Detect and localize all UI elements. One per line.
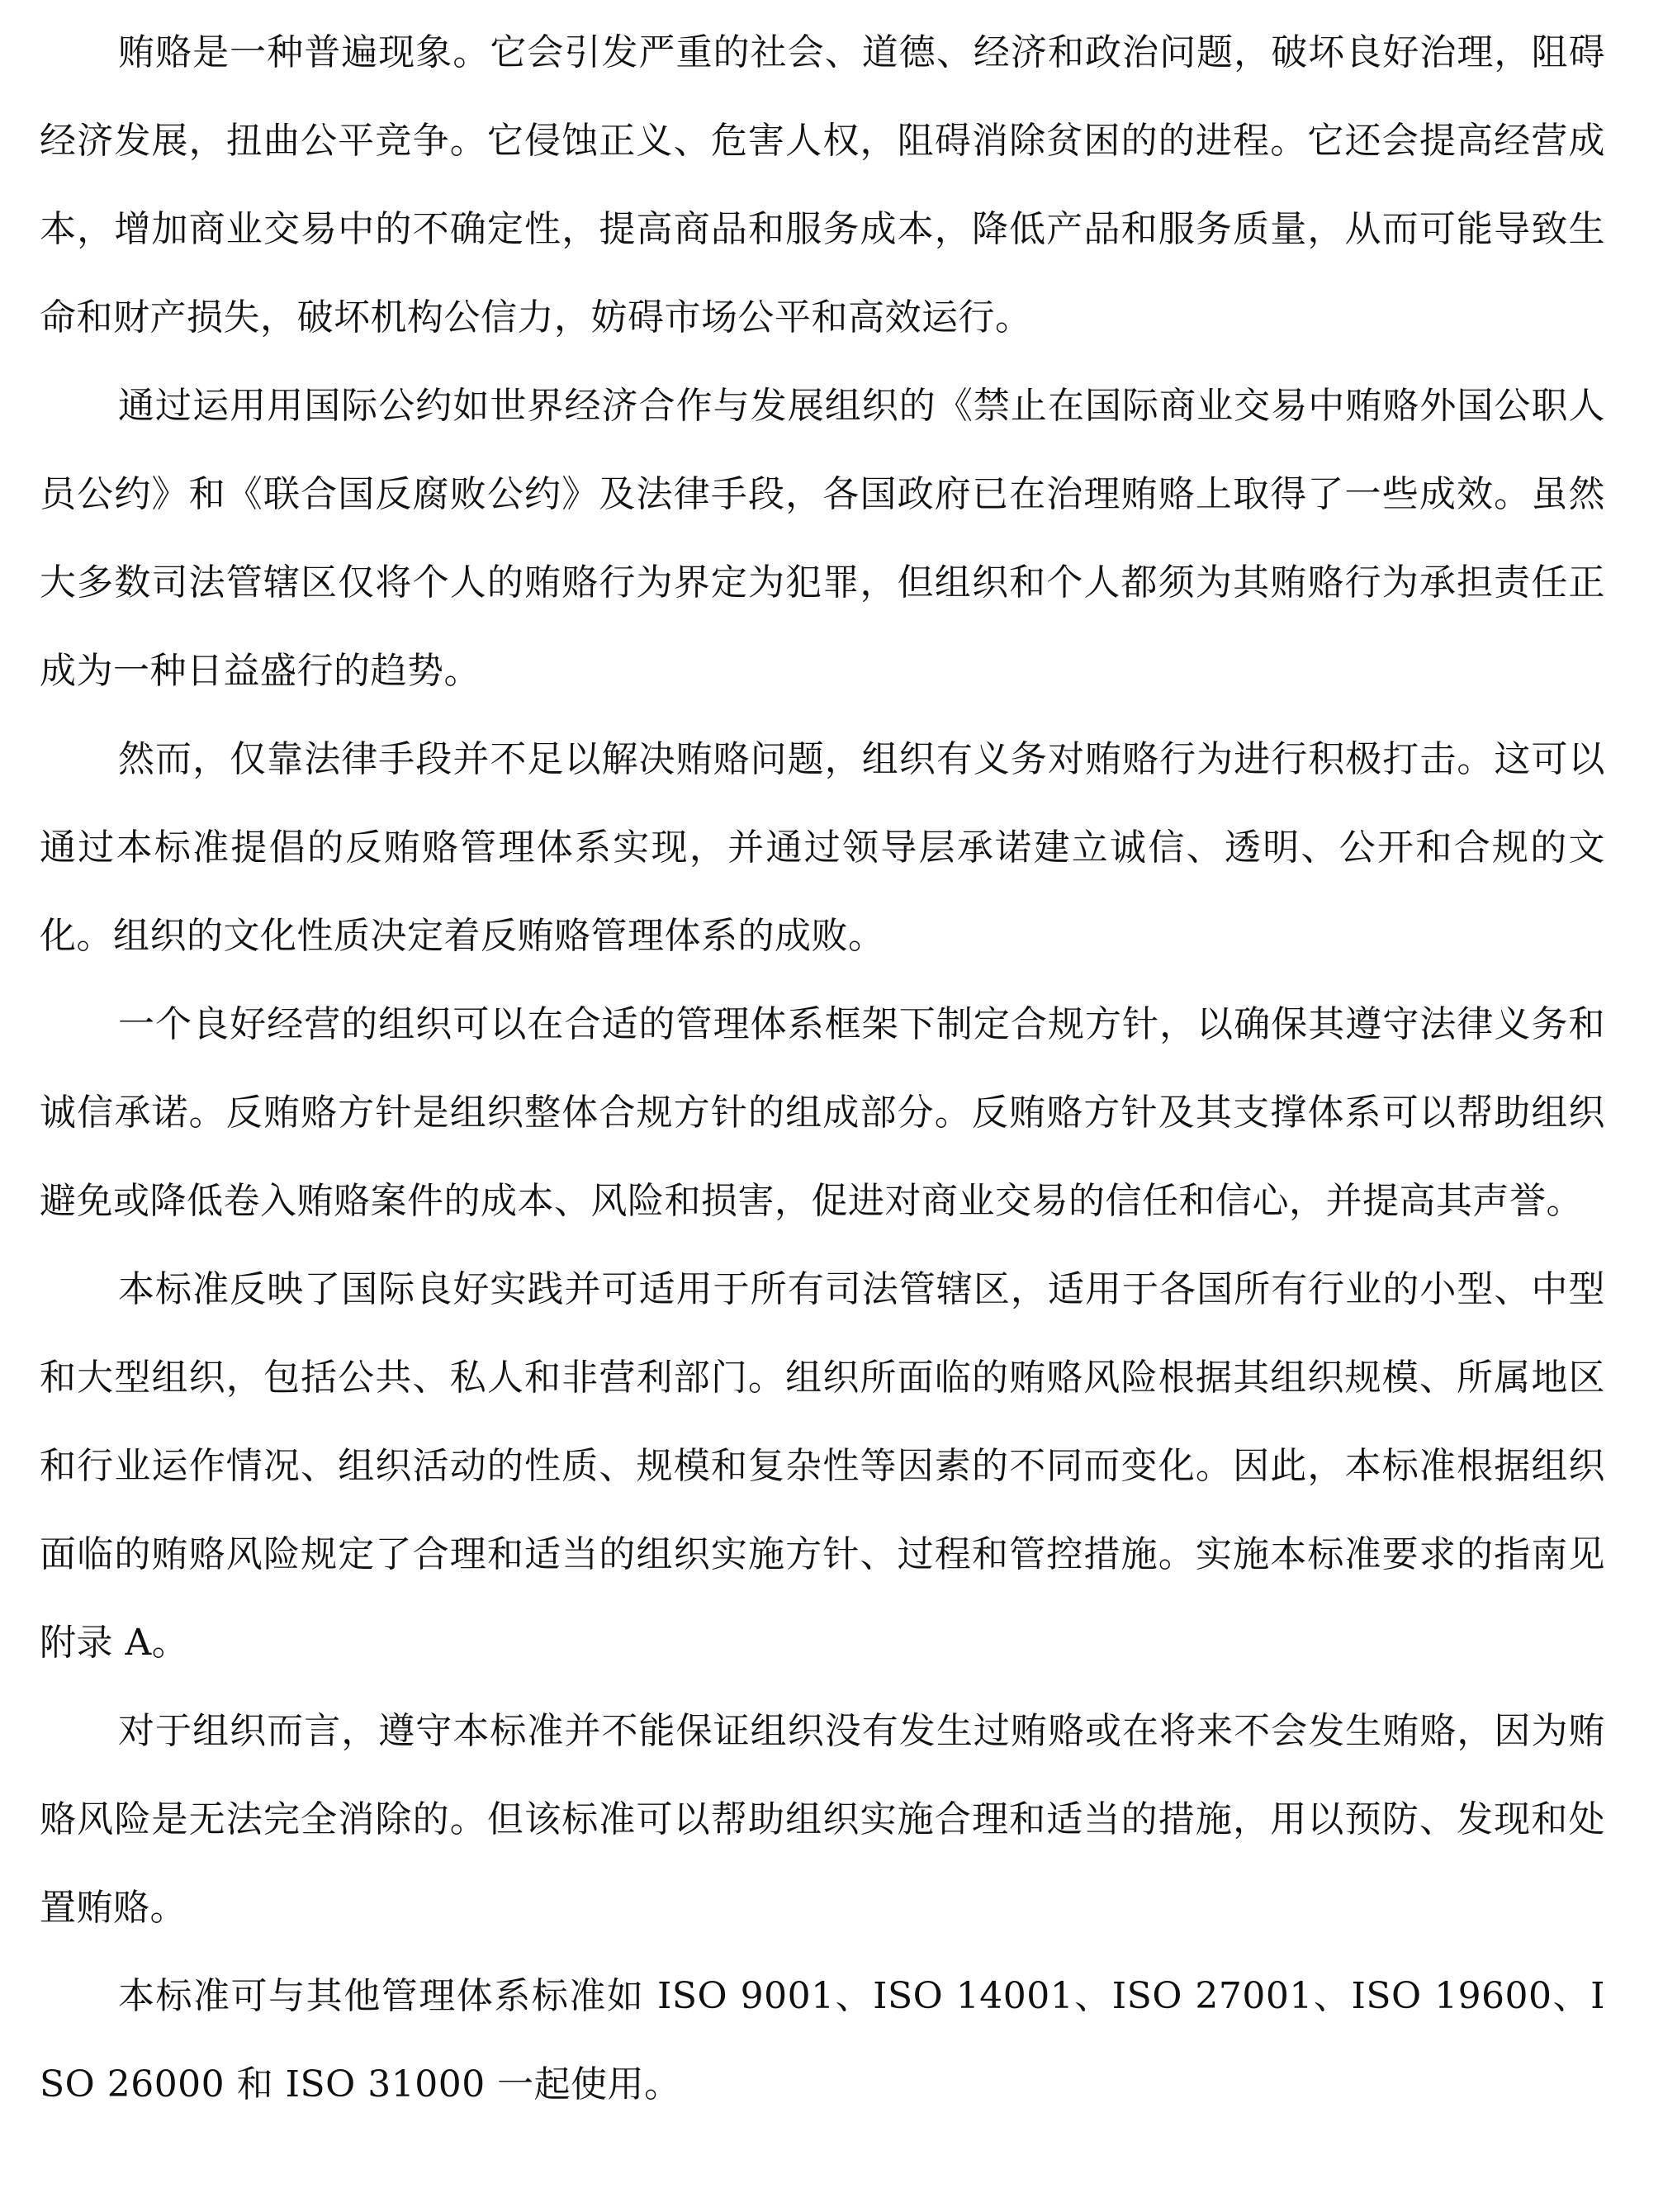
- paragraph-legal-measures-insufficient: 然而，仅靠法律手段并不足以解决贿赂问题，组织有义务对贿赂行为进行积极打击。这可以通过本标准提倡的反贿赂管理体系实现，并通过领导层承诺建立诚信、透明、公开和合规的文化。组织的文化性质决定着反贿赂管理体系的成败。: [40, 738, 1605, 957]
- paragraph-international-conventions: 通过运用用国际公约如世界经济合作与发展组织的《禁止在国际商业交易中贿赂外国公职人员公约》和《联合国反腐败公约》及法律手段，各国政府已在治理贿赂上取得了一些成效。虽然大多数司法管辖区仅将个人的贿赂行为界定为犯罪，但组织和个人都须为其贿赂行为承担责任正成为一种日益盛行的趋势。: [40, 385, 1605, 692]
- paragraph-other-standards: 本标准可与其他管理体系标准如 ISO 9001、ISO 14001、ISO 27001、ISO 19600、ISO 26000 和 ISO 31000 一起使用。: [40, 1975, 1605, 2105]
- paragraph-bribery-overview: 贿赂是一种普遍现象。它会引发严重的社会、道德、经济和政治问题，破坏良好治理，阻碍经济发展，扭曲公平竞争。它侵蚀正义、危害人权，阻碍消除贫困的的进程。它还会提高经营成本，增加商业交易中的不确定性，提高商品和服务成本，降低产品和服务质量，从而可能导致生命和财产损失，破坏机构公信力，妨碍市场公平和高效运行。: [40, 31, 1605, 339]
- paragraph-no-guarantee: 对于组织而言，遵守本标准并不能保证组织没有发生过贿赂或在将来不会发生贿赂，因为贿赂风险是无法完全消除的。但该标准可以帮助组织实施合理和适当的措施，用以预防、发现和处置贿赂。: [40, 1710, 1605, 1929]
- paragraph-compliance-policy: 一个良好经营的组织可以在合适的管理体系框架下制定合规方针，以确保其遵守法律义务和诚信承诺。反贿赂方针是组织整体合规方针的组成部分。反贿赂方针及其支撑体系可以帮助组织避免或降低卷入贿赂案件的成本、风险和损害，促进对商业交易的信任和信心，并提高其声誉。: [40, 1003, 1605, 1222]
- paragraph-scope-of-standard: 本标准反映了国际良好实践并可适用于所有司法管辖区，适用于各国所有行业的小型、中型和大型组织，包括公共、私人和非营利部门。组织所面临的贿赂风险根据其组织规模、所属地区和行业运作情况、组织活动的性质、规模和复杂性等因素的不同而变化。因此，本标准根据组织面临的贿赂风险规定了合理和适当的组织实施方针、过程和管控措施。实施本标准要求的指南见附录 A。: [40, 1268, 1605, 1664]
